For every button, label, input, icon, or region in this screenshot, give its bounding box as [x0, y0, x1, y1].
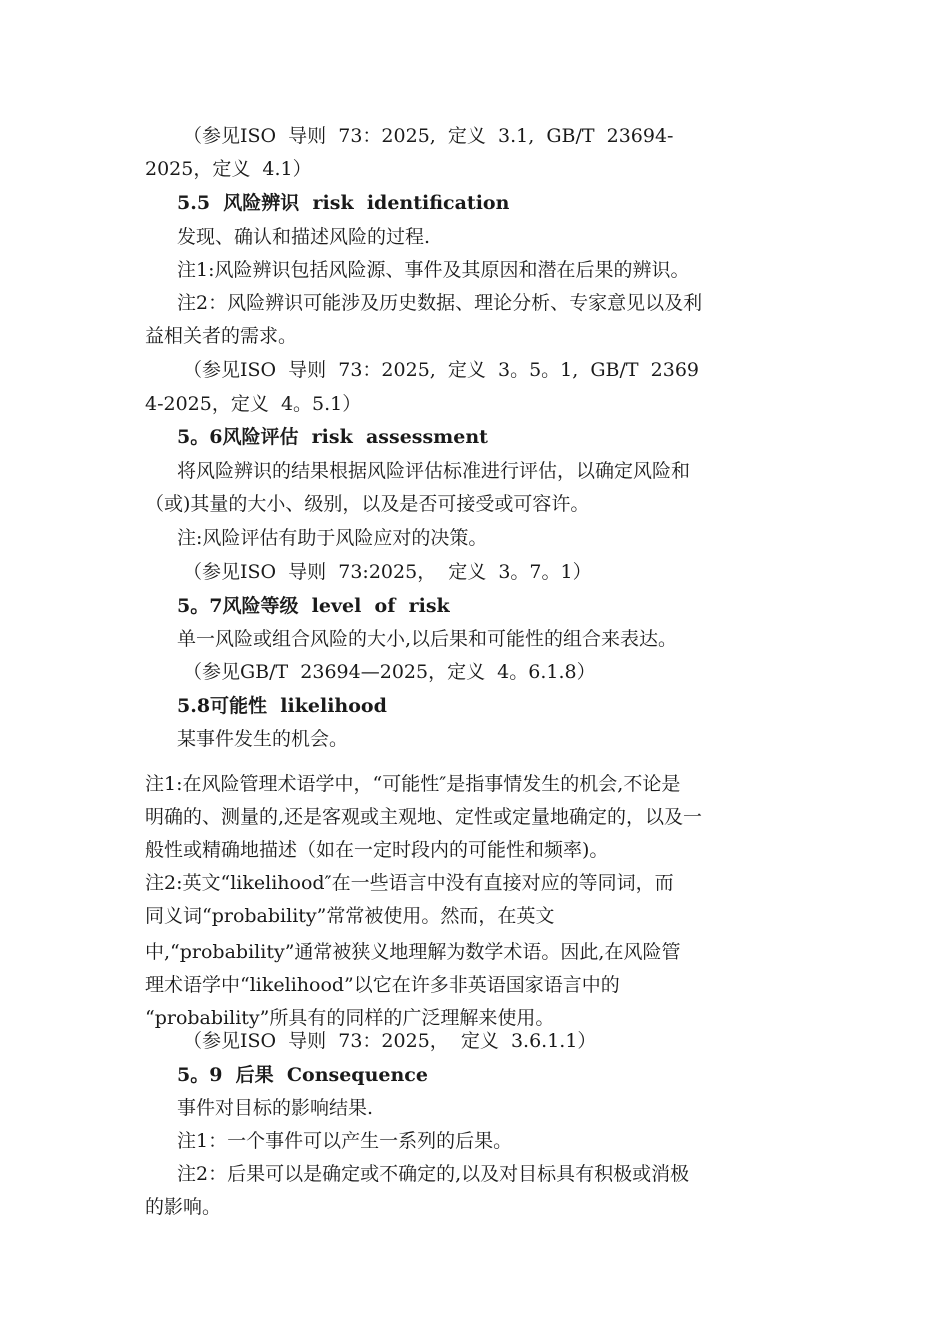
reference-line-5-7: （参见GB/T 23694—2025，定义 4。6.1.8） — [183, 661, 596, 683]
note-5-8-2-cont-b: 中,“probability”通常被狭义地理解为数学术语。因此,在风险管 — [145, 941, 681, 963]
reference-line-5-5-cont: 4-2025，定义 4。5.1） — [145, 393, 362, 415]
heading-5-9-consequence: 5。9 后果 Consequence — [177, 1064, 428, 1086]
reference-line-cont: 2025，定义 4.1） — [145, 158, 312, 180]
note-5-5-2: 注2：风险辨识可能涉及历史数据、理论分析、专家意见以及利 — [177, 292, 703, 314]
note-5-8-2-cont-d: “probability”所具有的同样的广泛理解来使用。 — [145, 1007, 555, 1029]
note-5-5-1: 注1:风险辨识包括风险源、事件及其原因和潜在后果的辨识。 — [177, 259, 690, 281]
note-5-9-2: 注2：后果可以是确定或不确定的,以及对目标具有积极或消极 — [177, 1163, 690, 1185]
note-5-9-2-cont: 的影响。 — [145, 1196, 222, 1218]
definition-5-6: 将风险辨识的结果根据风险评估标准进行评估，以确定风险和 — [177, 460, 691, 482]
note-5-8-2-cont-a: 同义词“probability”常常被使用。然而，在英文 — [145, 905, 555, 927]
note-5-8-2: 注2:英文“likelihood″在一些语言中没有直接对应的等同词，而 — [145, 872, 674, 894]
definition-5-5: 发现、确认和描述风险的过程. — [177, 226, 431, 248]
definition-5-8: 某事件发生的机会。 — [177, 728, 349, 750]
definition-5-6-cont: （或)其量的大小、级别，以及是否可接受或可容许。 — [145, 493, 590, 515]
note-5-5-2-cont: 益相关者的需求。 — [145, 325, 298, 347]
note-5-8-1: 注1:在风险管理术语学中，“可能性″是指事情发生的机会,不论是 — [145, 773, 681, 795]
note-5-6: 注:风险评估有助于风险应对的决策。 — [177, 527, 488, 549]
heading-5-8-likelihood: 5.8可能性 likelihood — [177, 695, 387, 717]
reference-line-5-8: （参见ISO 导则 73：2025， 定义 3.6.1.1） — [183, 1030, 597, 1052]
reference-line-iso-3-1: （参见ISO 导则 73：2025, 定义 3.1, GB/T 23694- — [183, 125, 674, 147]
heading-5-6-risk-assessment: 5。6风险评估 risk assessment — [177, 426, 488, 448]
reference-line-5-6: （参见ISO 导则 73:2025， 定义 3。7。1） — [183, 561, 592, 583]
heading-5-5-risk-identification: 5.5 风险辨识 risk identification — [177, 192, 510, 214]
note-5-8-1-cont-a: 明确的、测量的,还是客观或主观地、定性或定量地确定的，以及一 — [145, 806, 703, 828]
note-5-8-2-cont-c: 理术语学中“likelihood”以它在许多非英语国家语言中的 — [145, 974, 620, 996]
reference-line-5-5: （参见ISO 导则 73：2025, 定义 3。5。1, GB/T 2369 — [183, 359, 700, 381]
note-5-8-1-cont-b: 般性或精确地描述（如在一定时段内的可能性和频率)。 — [145, 839, 609, 861]
definition-5-9: 事件对目标的影响结果. — [177, 1097, 374, 1119]
note-5-9-1: 注1：一个事件可以产生一系列的后果。 — [177, 1130, 513, 1152]
heading-5-7-level-of-risk: 5。7风险等级 level of risk — [177, 595, 450, 617]
definition-5-7: 单一风险或组合风险的大小,以后果和可能性的组合来表达。 — [177, 628, 678, 650]
